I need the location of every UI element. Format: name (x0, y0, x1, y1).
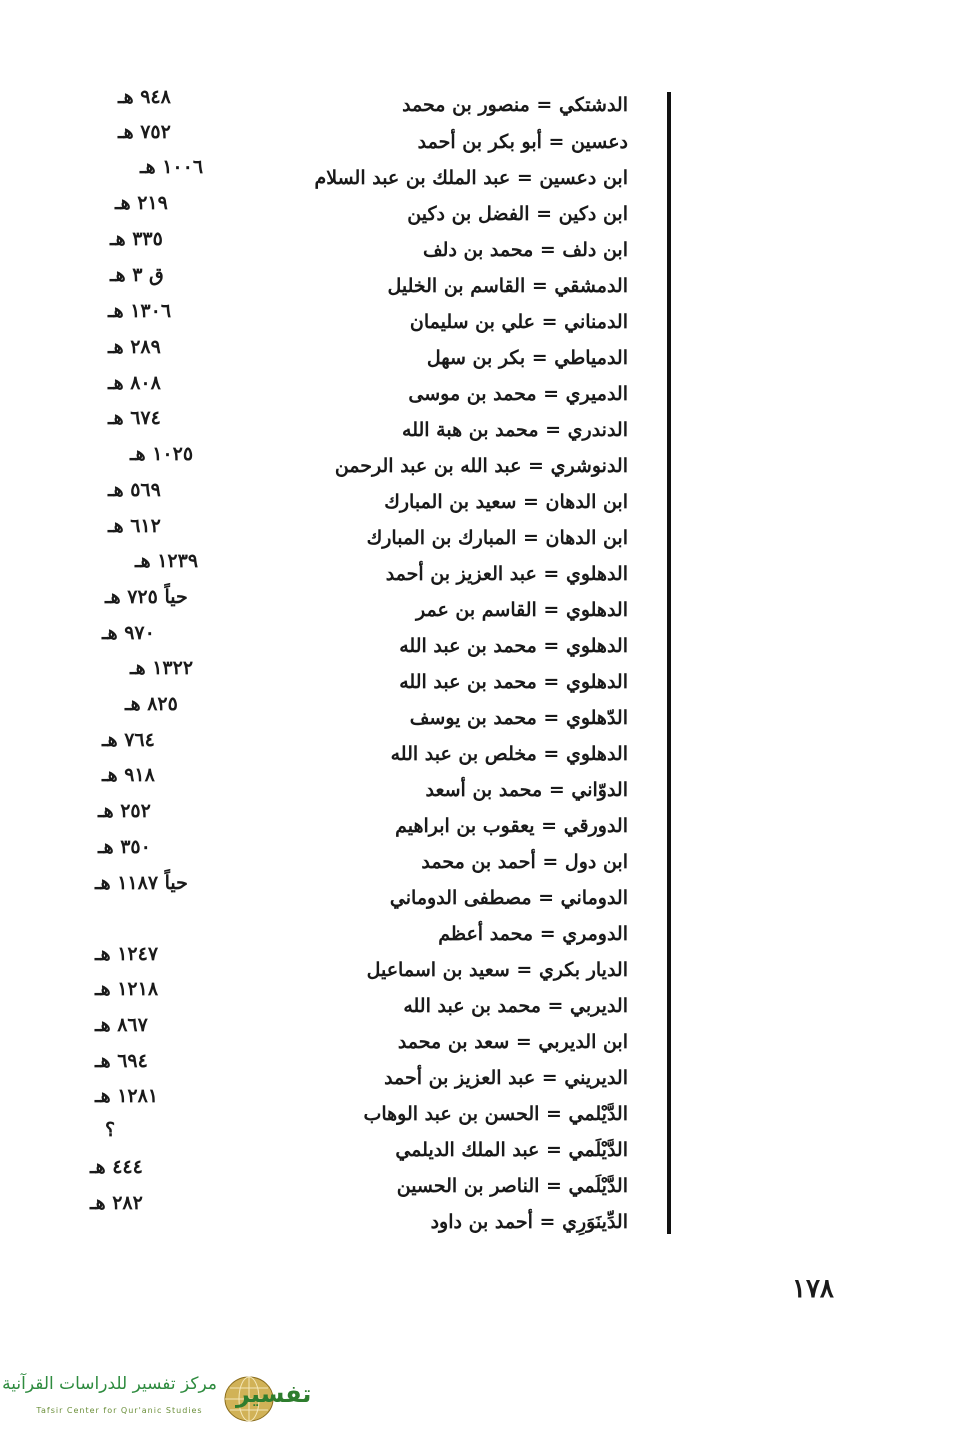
entry-name: ابن دعسين = عبد الملك بن عبد السلام (314, 167, 628, 189)
entry-name: الدهلوي = محمد بن عبد الله (399, 671, 628, 693)
entry-date: ٩٤٨ هـ (118, 86, 171, 108)
logo-word: تفسير (236, 1380, 312, 1408)
entry-name: الدمناني = علي بن سليمان (409, 311, 628, 333)
entry-date: ١٣٠٦ هـ (108, 300, 172, 322)
entry-date: ٦١٢ هـ (108, 515, 161, 537)
entry-name: ابن الدهان = المبارك بن المبارك (366, 527, 628, 549)
logo-arabic-text: مركز تفسير للدراسات القرآنية (2, 1374, 217, 1394)
entry-name: الديار بكري = سعيد بن اسماعيل (366, 959, 628, 981)
entry-name: الديربي = محمد بن عبد الله (403, 995, 628, 1017)
entry-date: ٦٧٤ هـ (108, 407, 161, 429)
entry-name: الدندري = محمد بن هبة الله (402, 419, 628, 441)
entry-date: ٢٨٢ هـ (90, 1192, 143, 1214)
entry-name: الدوماني = مصطفى الدوماني (389, 887, 628, 909)
entry-date: ٣٥٠ هـ (98, 836, 151, 858)
page-number: ١٧٨ (792, 1274, 834, 1304)
entry-name: الدَّيْلمي = الحسن بن عبد الوهاب (363, 1103, 628, 1125)
entry-name: الدنوشري = عبد الله بن عبد الرحمن (334, 455, 628, 477)
logo-english-text: Tafsir Center for Qur'anic Studies (36, 1406, 203, 1415)
entry-date: ٧٦٤ هـ (102, 729, 155, 751)
entry-date: ١٢١٨ هـ (95, 978, 159, 1000)
entry-name: الدَّيْلَمي = عبد الملك الديلمي (395, 1139, 628, 1161)
vertical-rule (667, 92, 671, 1234)
entry-name: الدميري = محمد بن موسى (408, 383, 628, 405)
entry-date: ١٣٢٢ هـ (130, 657, 194, 679)
entry-date: حياً ١١٨٧ هـ (95, 872, 188, 894)
entry-name: الدوّاني = محمد بن أسعد (425, 779, 628, 801)
entry-date: ٩٧٠ هـ (102, 622, 155, 644)
entry-date: ٦٩٤ هـ (95, 1050, 148, 1072)
entry-date: ق ٣ هـ (110, 264, 164, 286)
entry-date: ٨٢٥ هـ (125, 693, 178, 715)
entry-date: ٩١٨ هـ (102, 764, 155, 786)
entry-date: ٤٤٤ هـ (90, 1156, 143, 1178)
entry-date: ؟ (105, 1119, 116, 1141)
entry-name: الدهلوي = مخلص بن عبد الله (390, 743, 628, 765)
entry-date: ٢٥٢ هـ (98, 800, 151, 822)
entry-name: الدورقي = يعقوب بن ابراهيم (395, 815, 628, 837)
entry-date: ٢١٩ هـ (115, 192, 168, 214)
entry-name: الدِّينَوَرِي = أحمد بن داود (430, 1211, 628, 1233)
entry-date: ١٠٠٦ هـ (140, 156, 204, 178)
entry-name: الدّهلوي = محمد بن يوسف (409, 707, 628, 729)
entry-name: الدهلوي = القاسم بن عمر (415, 599, 628, 621)
tafsir-center-logo (2, 1372, 312, 1430)
entry-name: الدهلوي = عبد العزيز بن أحمد (385, 563, 628, 585)
entry-date: ٥٦٩ هـ (108, 479, 161, 501)
entry-name: الدمشقي = القاسم بن الخليل (387, 275, 628, 297)
entry-date: ٣٣٥ هـ (110, 228, 163, 250)
entry-date: ٢٨٩ هـ (108, 336, 161, 358)
entry-date: ١٢٨١ هـ (95, 1085, 159, 1107)
entry-name: دعسين = أبو بكر بن أحمد (417, 131, 628, 153)
entry-date: ١٠٢٥ هـ (130, 443, 194, 465)
entry-date: ١٢٣٩ هـ (135, 550, 199, 572)
entry-name: ابن الديربي = سعد بن محمد (397, 1031, 628, 1053)
entry-name: الدهلوي = محمد بن عبد الله (399, 635, 628, 657)
entry-name: الدَّيْلَمي = الناصر بن الحسين (396, 1175, 628, 1197)
entry-date: ٧٥٢ هـ (118, 121, 171, 143)
entry-name: ابن دلف = محمد بن دلف (422, 239, 628, 261)
entry-name: الدمياطي = بكر بن سهل (426, 347, 628, 369)
entry-date: ١٢٤٧ هـ (95, 943, 159, 965)
entry-date: حياً ٧٢٥ هـ (105, 586, 188, 608)
entry-date: ٨٦٧ هـ (95, 1014, 148, 1036)
entry-name: ابن دول = أحمد بن محمد (421, 851, 628, 873)
entry-name: ابن الدهان = سعيد بن المبارك (384, 491, 628, 513)
entry-name: الديريني = عبد العزيز بن أحمد (384, 1067, 628, 1089)
entry-date: ٨٠٨ هـ (108, 372, 161, 394)
entry-name: الدشتكي = منصور بن محمد (402, 94, 628, 116)
entry-name: الدومري = محمد أعظم (438, 923, 628, 945)
entry-name: ابن دكين = الفضل بن دكين (407, 203, 628, 225)
